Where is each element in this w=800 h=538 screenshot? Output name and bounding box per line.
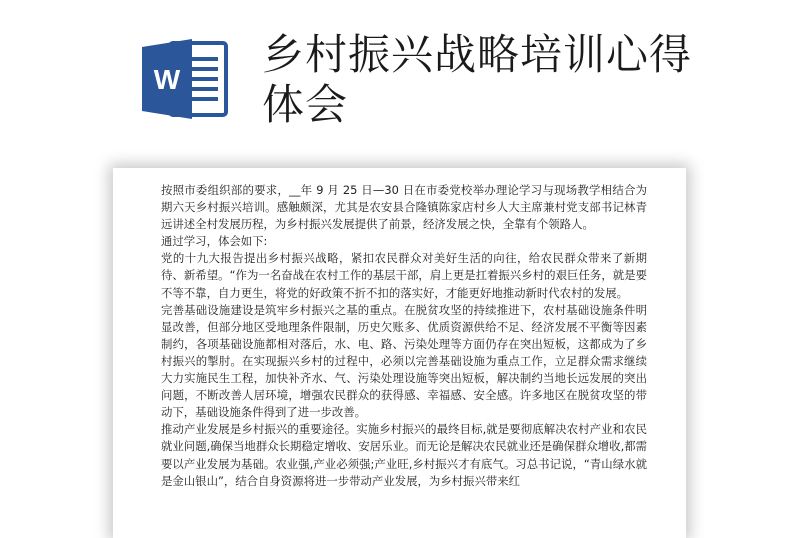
paragraph: 推动产业发展是乡村振兴的重要途径。实施乡村振兴的最终目标,就是要彻底解决农村产业和农民就业问题,确保当地群众长期稳定增收、安居乐业。而无论是解决农民就业还是确保群众增收,都需要以产业发展为基础。农业强,产业必须强;产业旺,乡村振兴才有底气。习总书记说，“青山绿水就是金山银山”，结合自身资源将进一步带动产业发展，为乡村振兴带来红 xyxy=(161,422,647,488)
paragraph: 完善基础设施建设是筑牢乡村振兴之基的重点。在脱贫攻坚的持续推进下，农村基础设施条件明显改善，但部分地区受地理条件限制，历史欠账多、优质资源供给不足、经济发展不平衡等因素制约，各项基础设施都相对落后，水、电、路、污染处理等方面仍存在突出短板，这都成为了乡村振兴的掣肘。在实现振兴乡村的过程中，必须以完善基础设施为重点工作，立足群众需求继续大力实施民生工程，加快补齐水、气、污染处理设施等突出短板，解决制约当地长远发展的突出问题，不断改善人居环境，增强农民群众的获得感、幸福感、安全感。许多地区在脱贫攻坚的带动下，基础设施条件得到了进一步改善。 xyxy=(161,302,647,420)
paragraph: 党的十九大报告提出乡村振兴战略，紧扣农民群众对美好生活的向往，给农民群众带来了新期待、新希望。“作为一名奋战在农村工作的基层干部，肩上更是扛着振兴乡村的艰巨任务，就是要不等不靠，自力更生，将党的好政策不折不扣的落实好，才能更好地推动新时代农村的发展。 xyxy=(161,251,647,300)
document-title: 乡村振兴战略培训心得体会 xyxy=(262,30,693,129)
document-body xyxy=(161,182,647,490)
paragraph: 通过学习，体会如下: xyxy=(161,234,268,249)
word-icon-letter: W xyxy=(153,64,181,95)
paragraph: 按照市委组织部的要求，__年 9 月 25 日—30 日在市委党校举办理论学习与现场教学相结合为期六天乡村振兴培训。感触颇深，尤其是农安县合隆镇陈家店村乡人大主席兼村党支部书记林青远讲述全村发展历程，为乡村振兴发展提供了前景，经济发展之快，全靠有个领路人。 xyxy=(161,183,647,232)
ms-word-icon xyxy=(140,37,230,121)
